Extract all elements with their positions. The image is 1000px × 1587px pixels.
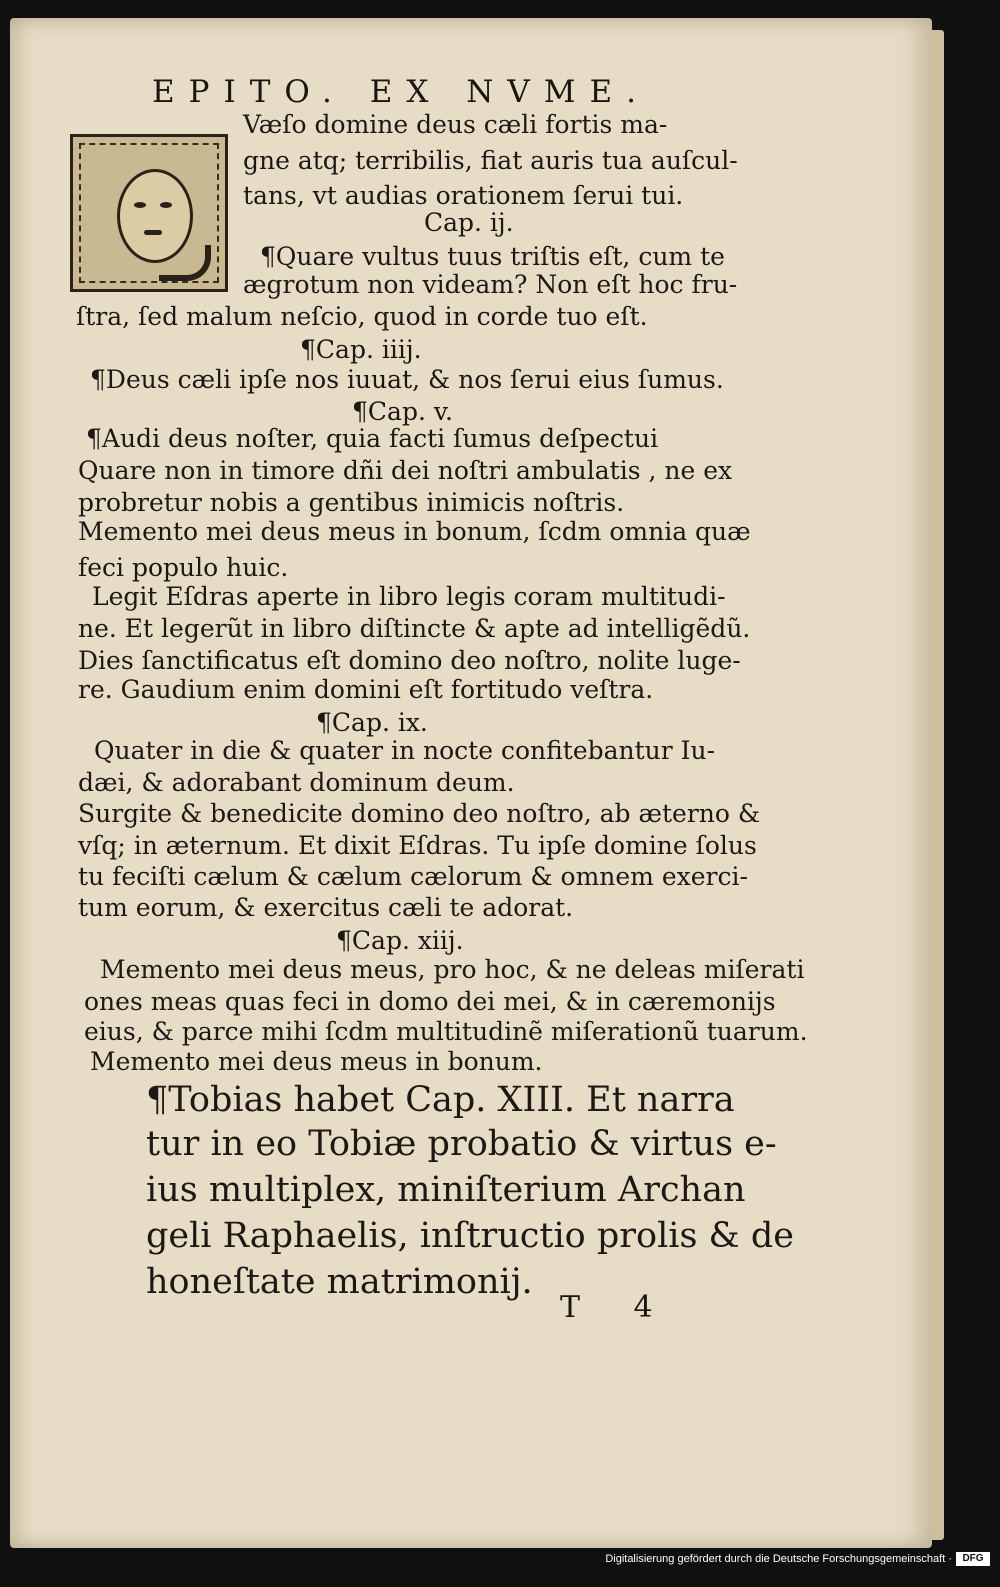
text-line: dæi, & adorabant dominum deum. [78,768,515,797]
text-line: Memento mei deus meus, pro hoc, & ne deleas miſerati [100,955,805,984]
text-line: eius, & parce mihi ſcdm multitudinẽ miſerationũ tuarum. [84,1017,808,1046]
text-line: Quare non in timore dñi dei noſtri ambulatis , ne ex [78,456,733,485]
digitization-credit: Digitalisierung gefördert durch die Deutsche Forschungsgemeinschaft · [605,1553,952,1565]
text-line: ¶Audi deus noſter, quia facti ſumus deſpectui [86,424,659,453]
chapter-heading: Cap. ij. [424,208,514,237]
text-line: Legit Eſdras aperte in libro legis coram multitudi- [92,582,726,611]
text-line: probretur nobis a gentibus inimicis noſtris. [78,488,625,517]
page-edge [932,30,944,1540]
chapter-heading: ¶Cap. xiij. [336,926,464,955]
text-line: vſq; in æternum. Et dixit Eſdras. Tu ipſe domine ſolus [78,831,757,860]
running-header: EPITO. EX NVME. [152,74,651,110]
text-line: tu feciſti cælum & cælum cælorum & omnem exerci- [78,862,748,891]
text-line: Surgite & benedicite domino deo noſtro, ab æterno & [78,799,761,828]
text-line: feci populo huic. [78,553,289,582]
chapter-heading: ¶Cap. v. [352,397,453,426]
text-line: Dies ſanctificatus eſt domino deo noſtro, nolite luge- [78,646,741,675]
text-line: Memento mei deus meus in bonum. [90,1047,543,1076]
text-line: ægrotum non videam? Non eſt hoc fru- [243,270,738,299]
summary-line: ius multiplex, miniſterium Archan [146,1170,746,1210]
signature-mark: T 4 [560,1290,675,1325]
text-line: ſtra, ſed malum neſcio, quod in corde tuo eſt. [76,302,648,331]
text-line: Memento mei deus meus in bonum, ſcdm omnia quæ [78,517,751,546]
summary-line: tur in eo Tobiæ probatio & virtus e- [146,1124,777,1164]
summary-line: geli Raphaelis, inſtructio prolis & de [146,1216,794,1256]
dfg-logo: DFG [956,1552,990,1566]
text-line: re. Gaudium enim domini eſt fortitudo veſtra. [78,675,654,704]
text-line: Quater in die & quater in nocte confitebantur Iu- [94,736,716,765]
text-line: ¶Quare vultus tuus triſtis eſt, cum te [260,242,725,271]
summary-line: ¶Tobias habet Cap. XIII. Et narra [146,1080,735,1120]
chapter-heading: ¶Cap. ix. [316,708,428,737]
decorated-initial-q [70,134,228,292]
chapter-heading: ¶Cap. iiij. [300,335,422,364]
text-line: ones meas quas feci in domo dei mei, & in cæremonijs [84,987,776,1016]
summary-line: honeſtate matrimonij. [146,1262,533,1302]
text-line: tum eorum, & exercitus cæli te adorat. [78,893,574,922]
text-line: tans, vt audias orationem ſerui tui. [243,181,684,210]
text-line: ne. Et legerũt in libro diſtincte & apte ad intelligẽdũ. [78,614,751,643]
text-line: Væſo domine deus cæli fortis ma- [243,110,668,139]
text-line: ¶Deus cæli ipſe nos iuuat, & nos ſerui eius ſumus. [90,365,724,394]
text-line: gne atq; terribilis, fiat auris tua auſcul- [243,146,738,175]
